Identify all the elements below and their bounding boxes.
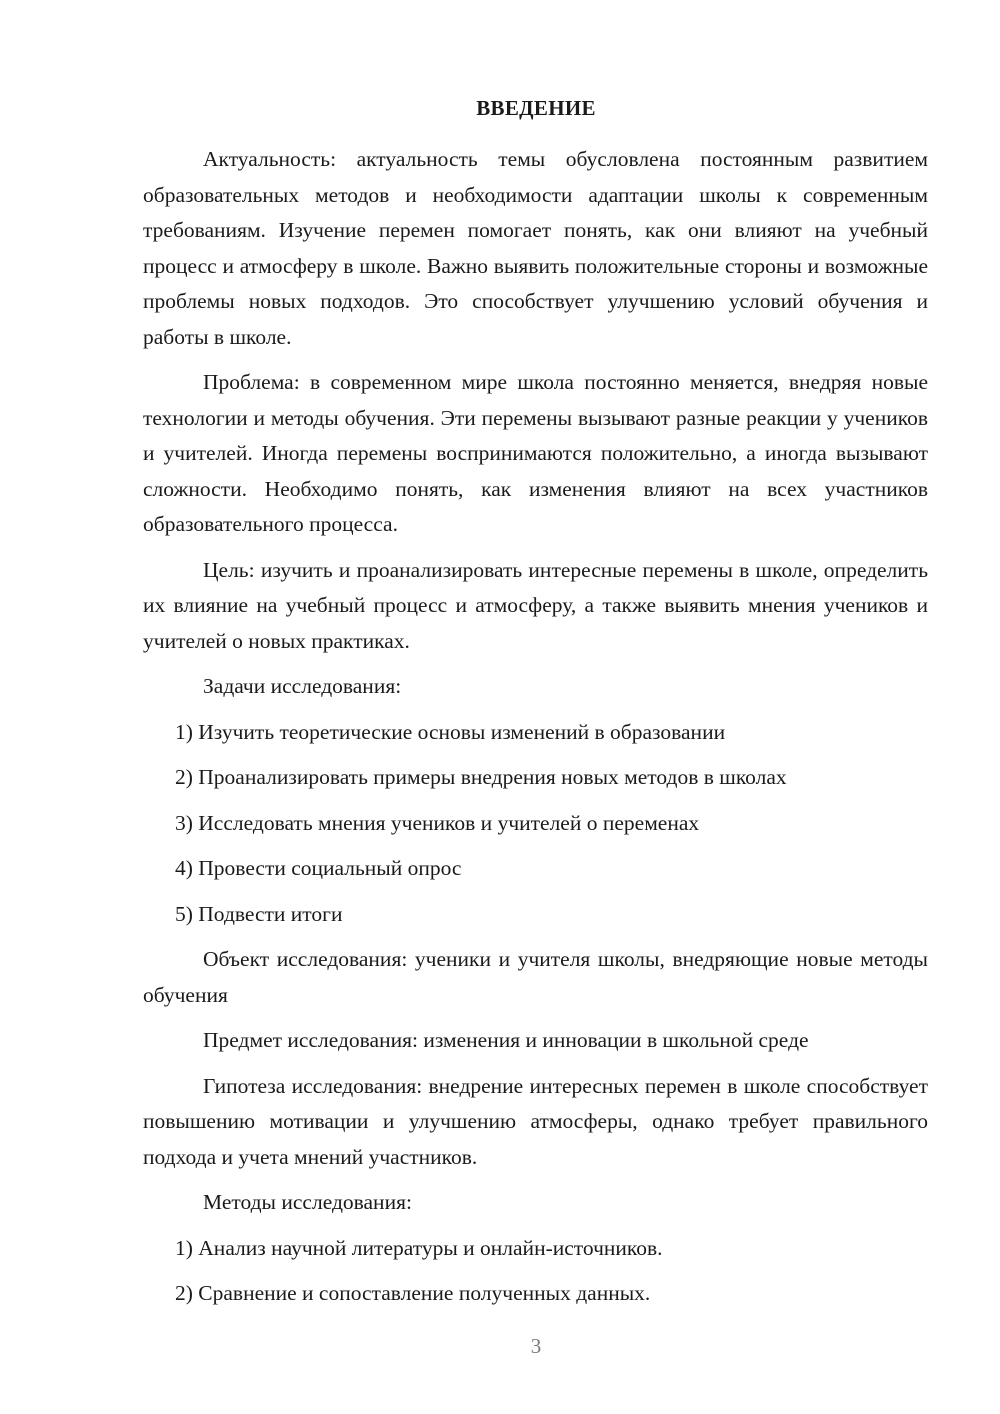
tasks-label: Задачи исследования: <box>203 674 402 698</box>
method-item: 2) Сравнение и сопоставление полученных данных. <box>175 1281 651 1305</box>
task-item: 2) Проанализировать примеры внедрения новых методов в школах <box>175 765 787 789</box>
task-item: 4) Провести социальный опрос <box>175 856 462 880</box>
task-item: 5) Подвести итоги <box>175 901 343 926</box>
paragraph-object: Объект исследования: ученики и учителя школы, внедряющие новые методы обучения <box>143 947 928 1007</box>
paragraph-problem: Проблема: в современном мире школа постоянно меняется, внедряя новые технологии и методы обучения. Эти перемены вызывают разные реакции у учеников и учителей. Иногда перемены воспринимаются положительно, а иногда вызывают сложности. Необходимо понять, как изменения влияют на всех участников образовательного процесса. <box>143 370 928 536</box>
paragraph-subject: Предмет исследования: изменения и инновации в школьной среде <box>203 1028 809 1052</box>
paragraph-hypothesis: Гипотеза исследования: внедрение интересных перемен в школе способствует повышению мотивации и улучшению атмосферы, однако требует правильного подхода и учета мнений участников. <box>143 1073 928 1169</box>
paragraph-goal: Цель: изучить и проанализировать интересные перемены в школе, определить их влияние на учебный процесс и атмосферу, а также выявить мнения учеников и учителей о новых практиках. <box>143 557 928 653</box>
page-title: ВВЕДЕНИЕ <box>476 96 596 120</box>
task-item: 1) Изучить теоретические основы изменений в образовании <box>175 719 726 744</box>
method-item: 1) Анализ научной литературы и онлайн-источников. <box>175 1235 663 1260</box>
paragraph-relevance: Актуальность: актуальность темы обусловлена постоянным развитием образовательных методов и необходимости адаптации школы к современным требованиям. Изучение перемен помогает понять, как они влияют на учебный процесс и атмосферу в школе. Важно выявить положительные стороны и возможные проблемы новых подходов. Это способствует улучшению условий обучения и работы в школе. <box>143 147 928 349</box>
page-number: 3 <box>530 1334 542 1358</box>
task-item: 3) Исследовать мнения учеников и учителей о переменах <box>175 810 700 835</box>
methods-label: Методы исследования: <box>203 1190 412 1214</box>
document-body <box>143 142 928 1322</box>
